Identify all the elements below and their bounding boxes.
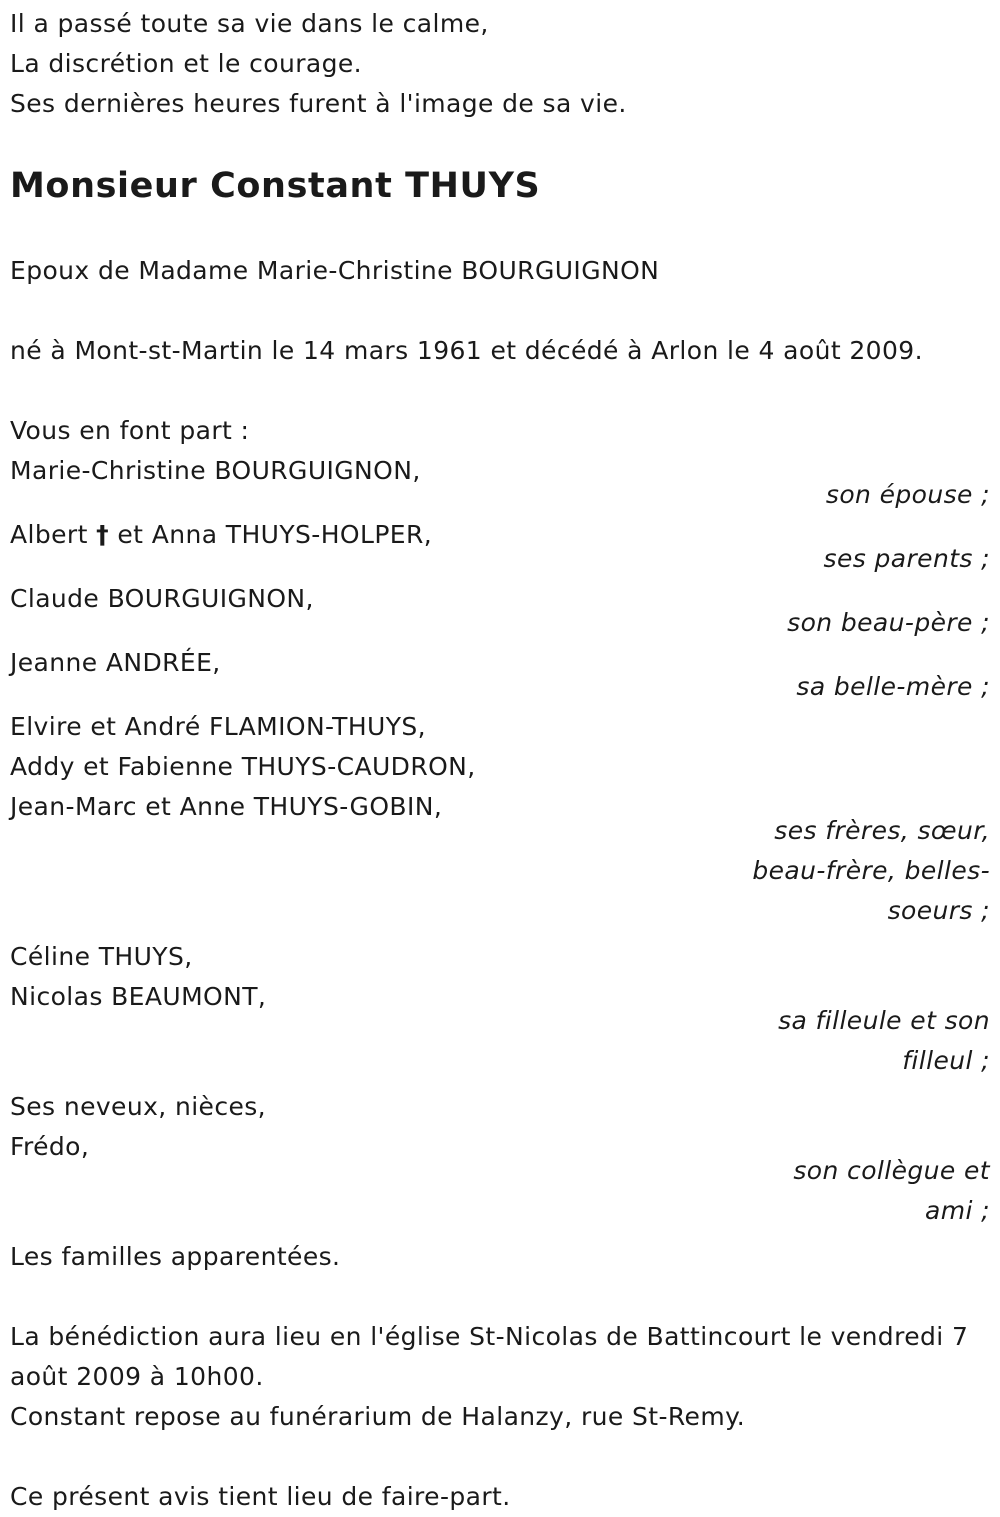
repose-text: Constant repose au funérarium de Halanzy, rue St-Remy. [10, 1402, 746, 1431]
birth-death-line: né à Mont-st-Martin le 14 mars 1961 et décédé à Arlon le 4 août 2009. [10, 336, 923, 365]
epigraph [10, 4, 990, 124]
family-entry-parents [10, 515, 990, 579]
epigraph-line: La discrétion et le courage. [10, 49, 363, 78]
cross-icon: † [96, 520, 110, 549]
family-name: Jean-Marc et Anne THUYS-GOBIN, [10, 792, 443, 821]
family-role: sa belle-mère ; [796, 672, 990, 701]
announcers-intro: Vous en font part : [10, 416, 250, 445]
family-role: ses parents ; [823, 544, 990, 573]
family-name: Nicolas BEAUMONT, [10, 982, 267, 1011]
family-name: Albert [10, 520, 88, 549]
family-name: Ses neveux, nièces, [10, 1092, 267, 1121]
family-role: son beau-père ; [787, 608, 990, 637]
ceremony-info [10, 1317, 990, 1437]
family-role: son collègue et ami ; [793, 1156, 990, 1225]
family-name: et Anna THUYS-HOLPER, [117, 520, 433, 549]
family-name: Addy et Fabienne THUYS-CAUDRON, [10, 752, 476, 781]
family-name: Marie-Christine BOURGUIGNON, [10, 456, 421, 485]
family-name: Frédo, [10, 1132, 90, 1161]
deceased-name: Monsieur Constant THUYS [10, 166, 541, 206]
family-name: Claude BOURGUIGNON, [10, 584, 314, 613]
family-name: Céline THUYS, [10, 942, 193, 971]
family-entry-mother-in-law [10, 643, 990, 707]
family-name: Elvire et André FLAMION-THUYS, [10, 712, 427, 741]
spouse-line: Epoux de Madame Marie-Christine BOURGUIGNON [10, 256, 660, 285]
related-families: Les familles apparentées. [10, 1242, 341, 1271]
closing-text: Ce présent avis tient lieu de faire-part. [10, 1482, 511, 1511]
epigraph-line: Ses dernières heures furent à l'image de sa vie. [10, 89, 627, 118]
family-entry-father-in-law [10, 579, 990, 643]
family-entry-spouse [10, 451, 990, 515]
family-role: sa filleule et son filleul ; [778, 1006, 990, 1075]
family-list [10, 411, 990, 1277]
blessing-text: La bénédiction aura lieu en l'église St-Nicolas de Battincourt le vendredi 7 août 2009 à 10h00. [10, 1322, 969, 1391]
family-entry-siblings [10, 707, 990, 931]
family-entry-godchildren [10, 937, 990, 1081]
family-name: Jeanne ANDRÉE, [10, 648, 221, 677]
epigraph-line: Il a passé toute sa vie dans le calme, [10, 9, 489, 38]
family-role: son épouse ; [825, 480, 990, 509]
family-role: ses frères, sœur, beau-frère, belles-soeurs ; [752, 816, 990, 925]
family-entry-colleague [10, 1087, 990, 1231]
